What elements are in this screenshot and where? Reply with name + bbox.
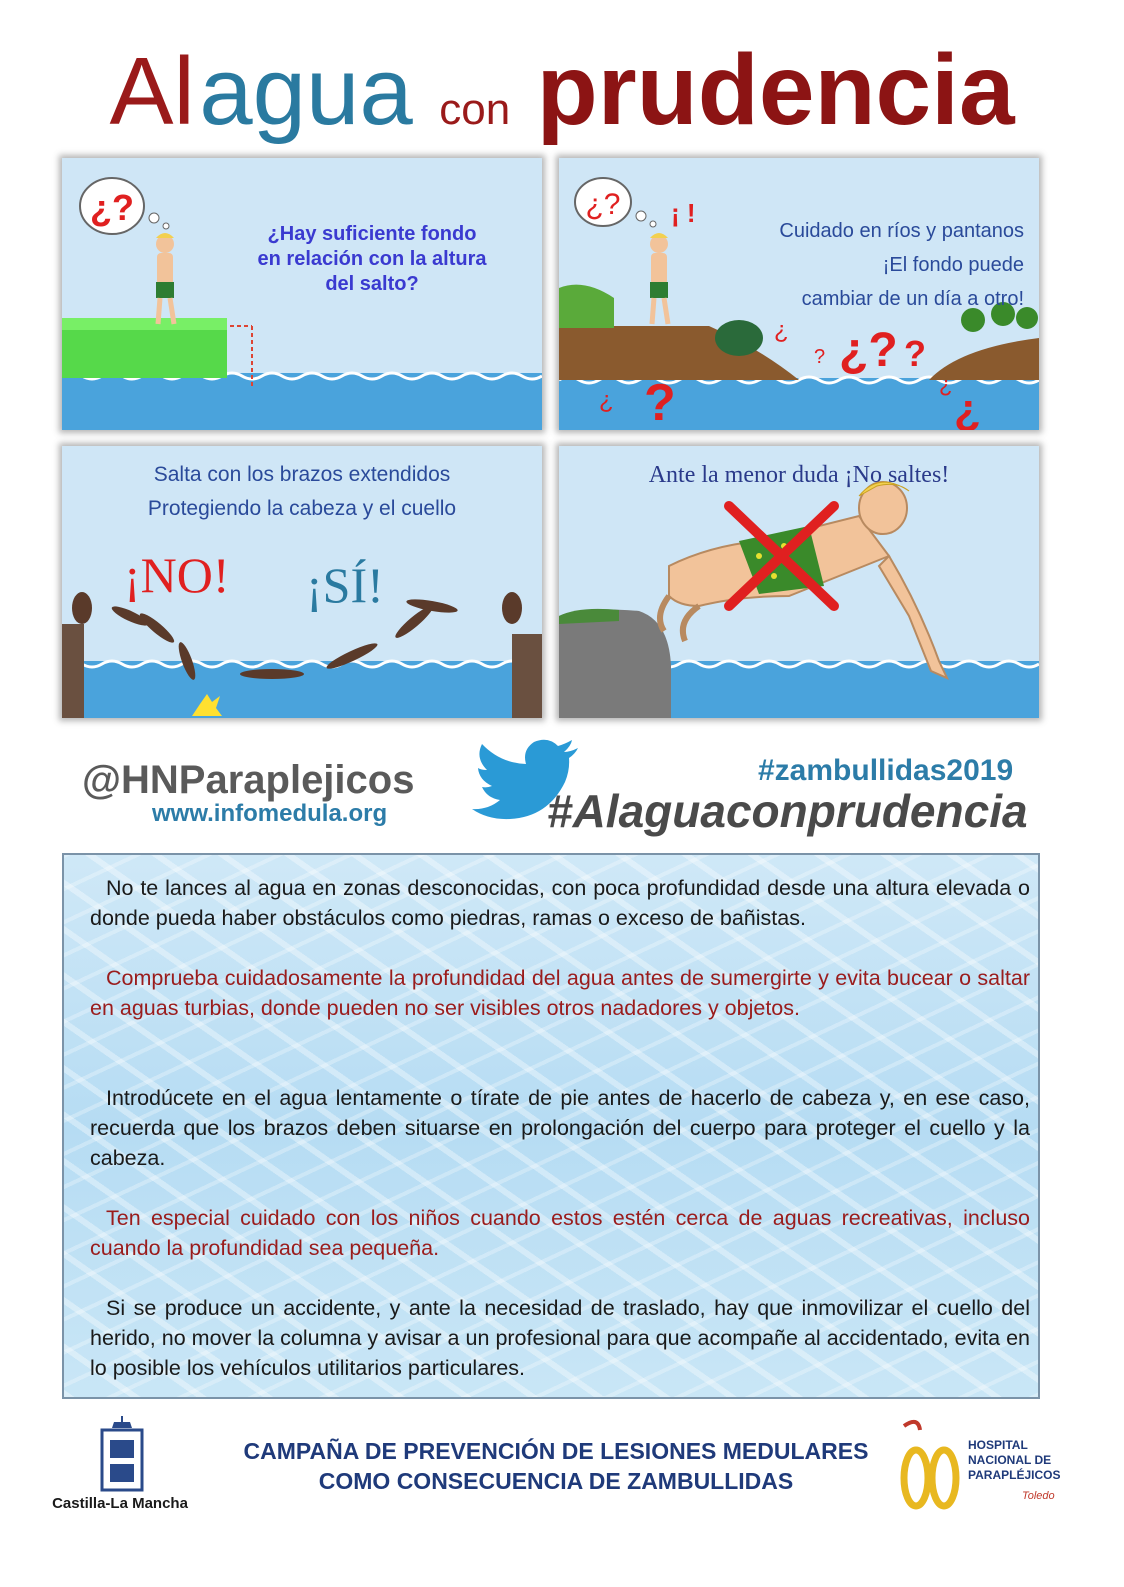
svg-text:¿: ¿ bbox=[774, 317, 789, 344]
no-label: ¡NO! bbox=[124, 547, 230, 603]
comic-panel-depth bbox=[62, 158, 542, 430]
page-title bbox=[0, 34, 1124, 146]
advice-box bbox=[62, 853, 1040, 1399]
advice-paragraph-5: Si se produce un accidente, y ante la necesidad de traslado, hay que inmovilizar el cuello del herido, no mover la columna y avisar a un profesional para que acompañe al accidentado, evita en lo posible los vehículos utilitarios particulares. bbox=[90, 1296, 1030, 1380]
advice-paragraph-4: Ten especial cuidado con los niños cuando estos estén cerca de aguas recreativas, incluso cuando la profundidad sea pequeña. bbox=[90, 1206, 1030, 1260]
thought-bubble-icon bbox=[575, 178, 656, 227]
thought-bubble-icon bbox=[80, 178, 169, 234]
svg-text:?: ? bbox=[904, 333, 926, 374]
hashtag-zambullidas[interactable]: #zambullidas2019 bbox=[758, 754, 1014, 787]
hashtag-alaguaconprudencia[interactable]: #Alaguaconprudencia bbox=[547, 785, 1028, 837]
title-con: con bbox=[439, 85, 511, 134]
advice-paragraph-3: Introdúcete en el agua lentamente o tírate de pie antes de hacerlo de cabeza y, en ese caso, recuerda que los brazos deben situarse en prolongación del cuerpo para proteger el cuello y la cabeza. bbox=[90, 1086, 1030, 1170]
region-logo-label: Castilla-La Mancha bbox=[52, 1495, 188, 1512]
hospital-name: HOSPITAL NACIONAL DE PARAPLÉJICOS bbox=[968, 1438, 1061, 1482]
panel-depth-text: ¿Hay suficiente fondo en relación con la altura del salto? bbox=[257, 223, 487, 295]
panel-arms-text: Salta con los brazos extendidos Protegiendo la cabeza y el cuello bbox=[147, 463, 457, 520]
svg-text:¿?: ¿? bbox=[90, 187, 134, 228]
boy-figure bbox=[156, 233, 174, 324]
title-al: Al bbox=[109, 38, 195, 145]
svg-text:¿: ¿ bbox=[939, 372, 953, 397]
panel-rivers-text: Cuidado en ríos y pantanos ¡El fondo puede cambiar de un día a otro! bbox=[779, 220, 1024, 310]
campaign-title: CAMPAÑA DE PREVENCIÓN DE LESIONES MEDULARES COMO CONSECUENCIA DE ZAMBULLIDAS bbox=[243, 1438, 869, 1494]
boy-figure bbox=[650, 233, 668, 324]
castilla-la-mancha-crest-icon bbox=[92, 1416, 152, 1496]
hospital-city: Toledo bbox=[1022, 1490, 1055, 1502]
title-prudencia: prudencia bbox=[536, 34, 1015, 146]
svg-text:¿: ¿ bbox=[954, 385, 981, 430]
svg-text:?: ? bbox=[644, 374, 676, 430]
advice-paragraph-2: Comprueba cuidadosamente la profundidad del agua antes de sumergirte y evita bucear o saltar en aguas turbias, donde pueden no ser visibles otros nadadores y objetos. bbox=[90, 966, 1030, 1020]
title-agua: agua bbox=[199, 38, 413, 145]
hospital-logo-icon bbox=[896, 1416, 966, 1512]
svg-text:?: ? bbox=[814, 346, 826, 368]
website-link[interactable]: www.infomedula.org bbox=[152, 800, 388, 827]
svg-text:¡ !: ¡ ! bbox=[671, 198, 696, 228]
twitter-handle[interactable]: @HNParaplejicos bbox=[82, 758, 415, 802]
svg-text:¿?: ¿? bbox=[585, 188, 621, 221]
svg-text:¿?: ¿? bbox=[839, 324, 898, 377]
panel-doubt-text: Ante la menor duda ¡No saltes! bbox=[648, 462, 950, 488]
comic-panel-rivers bbox=[559, 158, 1039, 430]
comic-panel-arms bbox=[62, 446, 542, 718]
advice-paragraph-1: No te lances al agua en zonas desconocidas, con poca profundidad desde una altura elevada o donde pueda haber obstáculos como piedras, ramas o exceso de bañistas. bbox=[90, 876, 1030, 930]
comic-panel-doubt bbox=[559, 446, 1039, 718]
svg-text:¿: ¿ bbox=[599, 387, 614, 414]
yes-label: ¡SÍ! bbox=[306, 557, 384, 613]
